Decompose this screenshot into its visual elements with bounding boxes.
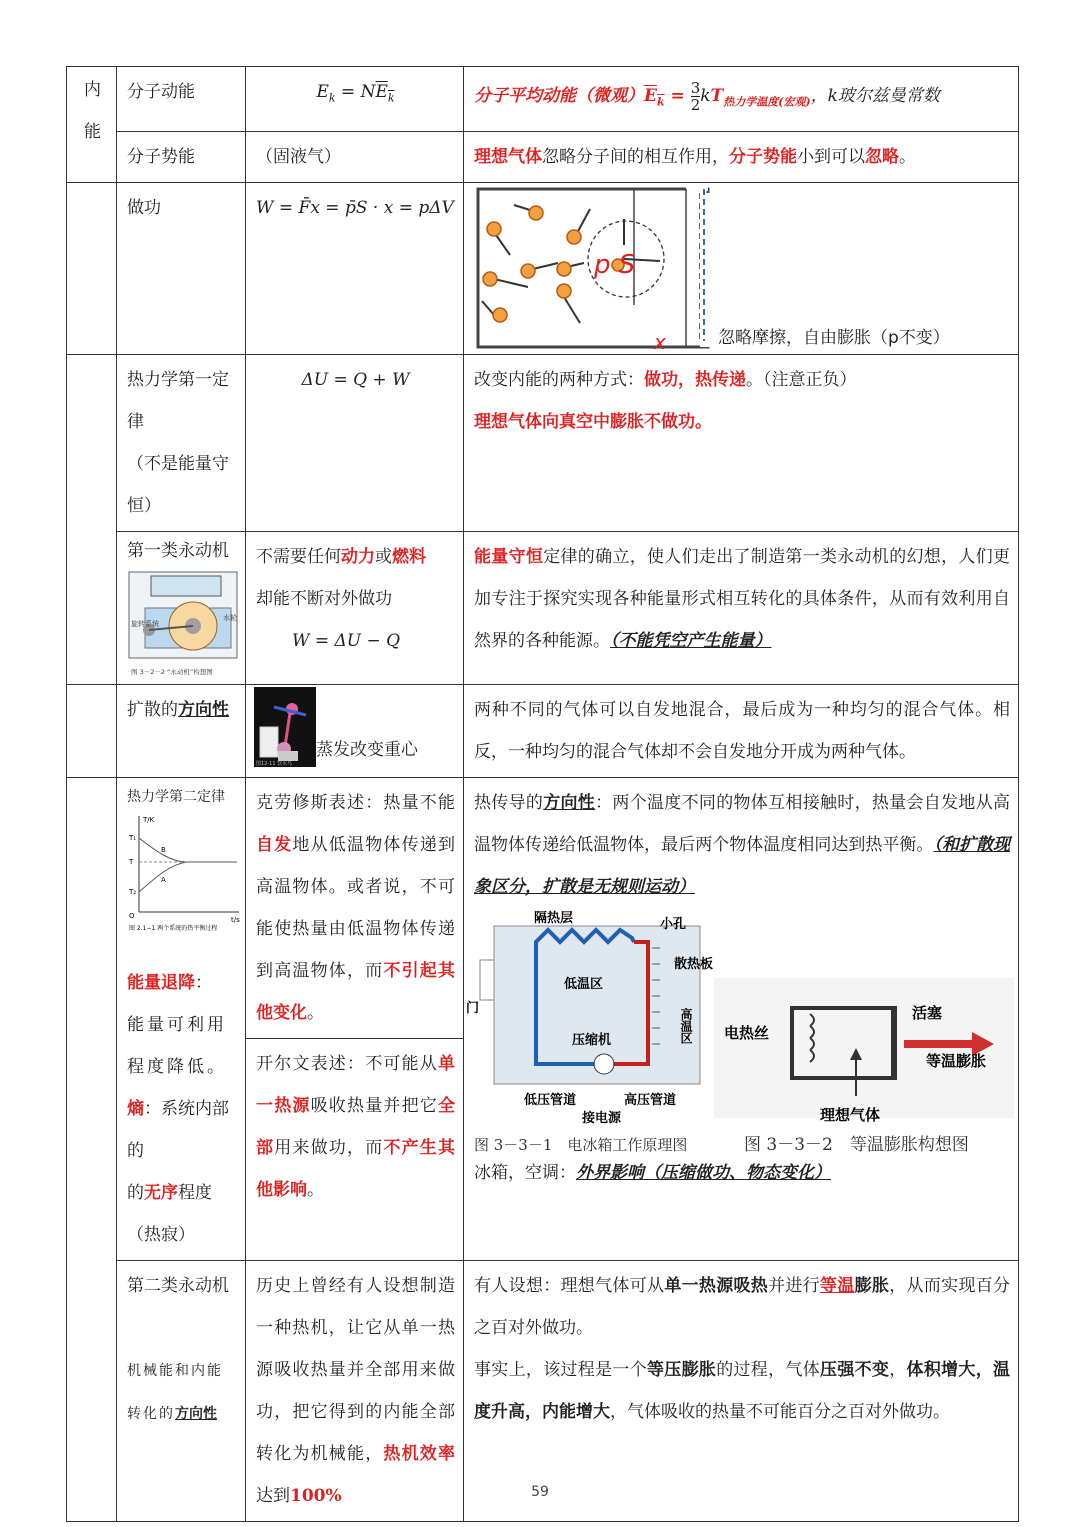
heat-death: （热寂） xyxy=(127,1225,195,1246)
row-label: 热力学第二定律 xyxy=(127,789,225,806)
row-molecular-kinetic xyxy=(67,67,1019,132)
row-label: 做功 xyxy=(127,198,161,219)
desc-text: 并进行 xyxy=(768,1276,821,1297)
label-cell xyxy=(117,132,246,183)
desc-text: 或 xyxy=(375,547,392,568)
boltzmann-text: ，k玻尔兹曼常数 xyxy=(810,86,940,106)
direction-bold: 方向性 xyxy=(543,793,596,814)
power-red: 动力 xyxy=(341,547,375,568)
radiator-label: 散热板 xyxy=(674,957,714,973)
direction-label: 方向性 xyxy=(175,1406,217,1423)
empty-cell xyxy=(67,778,117,1522)
desc-text: 却能不断对外做功 xyxy=(256,589,392,610)
diffusion-distinction: （和扩散现象区分，扩散是无规则运动） xyxy=(474,835,1011,898)
energy-conservation-red: 能量守恒 xyxy=(474,547,544,568)
energy-degradation-red: 能量退降 xyxy=(127,973,195,994)
desc-text: 达到 xyxy=(256,1486,290,1507)
row-label: 热力学第一定律 xyxy=(127,370,229,433)
efficiency-red: 热机效率 xyxy=(383,1444,456,1465)
drinking-bird-figure xyxy=(254,687,316,767)
formula-cell xyxy=(246,132,464,183)
notes-table xyxy=(66,66,1019,1522)
graph-caption: 图 2.1−1 两个系统的热平衡过程 xyxy=(129,925,218,933)
desc-text: 冰箱，空调： xyxy=(474,1163,576,1184)
row-label: 第一类永动机 xyxy=(127,541,229,562)
external-influence: 外界影响（压缩做功、物态变化） xyxy=(576,1163,831,1184)
fridge-caption: 图 3－3－1 电冰箱工作原理图 xyxy=(474,1136,688,1155)
desc-text: 。 xyxy=(307,1003,324,1024)
pS-label: p S xyxy=(594,250,636,281)
work-figure-cell xyxy=(464,183,1019,355)
kelvin-statement xyxy=(246,1039,463,1213)
potential-red: 分子势能 xyxy=(729,147,797,168)
disorder-red: 无序 xyxy=(144,1183,178,1204)
formula-cell xyxy=(246,183,464,355)
fig-caption: 图 3－2－2 “永动机”构想图 xyxy=(131,668,213,677)
desc-text: 忽略分子间的相互作用， xyxy=(542,147,729,168)
all-red: 全部 xyxy=(256,1096,456,1159)
desc-text: 有人设想：理想气体可从 xyxy=(474,1276,665,1297)
row-label: 第二类永动机 xyxy=(127,1276,229,1297)
gas-piston-figure xyxy=(464,183,1019,353)
concept-cell xyxy=(246,1261,464,1522)
x-label: x xyxy=(654,330,666,354)
row-label: 分子势能 xyxy=(127,147,195,168)
desc-text: 。 xyxy=(899,147,916,168)
label-cell xyxy=(117,183,246,355)
desc-text: 定律的确立，使人们走出了制造第一类永动机的幻想，人们更加专注于探究实现各种能量形式相互转化的具体条件，从而有效利用自然界的各种能源。 xyxy=(474,547,1011,652)
no-other-effect-red: 不产生其他影响 xyxy=(256,1138,456,1201)
hundred-percent-red: 100% xyxy=(290,1486,342,1507)
curve-b: B xyxy=(161,846,166,855)
isothermal-red: 等温 xyxy=(820,1276,855,1297)
desc-text: 用来做功，而 xyxy=(274,1138,384,1159)
low-temp-label: 低温区 xyxy=(564,977,604,993)
desc-text: 吸收热量并把它 xyxy=(310,1096,439,1117)
desc-cell xyxy=(464,1261,1019,1522)
desc-text: 小到可以 xyxy=(797,147,865,168)
curve-a: A xyxy=(161,876,166,885)
axis-x: t/s xyxy=(231,916,240,925)
heating-wire-label: 电热丝 xyxy=(724,1024,770,1043)
high-temp-label: 高温区 xyxy=(679,1008,693,1045)
origin: O xyxy=(129,912,135,921)
row-first-law xyxy=(67,355,1019,532)
desc-text: 。 xyxy=(307,1180,324,1201)
desc-text: ：系统内部的 xyxy=(127,1099,229,1162)
isobaric-bold: 等压膨胀 xyxy=(647,1360,717,1381)
t-tick: T xyxy=(129,858,134,867)
category-label: 内 能 xyxy=(84,80,101,142)
desc-text: 。（注意正负） xyxy=(746,370,857,391)
row-sublabel: （不是能量守恒） xyxy=(127,454,229,517)
diffusion-desc: 两种不同的气体可以自发地混合，最后成为一种均匀的混合气体。相反，一种均匀的混合气体却不会自发地分开成为两种气体。 xyxy=(474,700,1010,763)
desc-text: 克劳修斯表述：热量不能 xyxy=(256,793,455,814)
row-second-perpetual xyxy=(67,1261,1019,1522)
desc-text: ，气体吸收的热量不可能百分之百对外做功。 xyxy=(610,1402,950,1423)
evaporation-note: 蒸发改变重心 xyxy=(316,740,418,761)
row-label: 分子动能 xyxy=(127,82,195,102)
single-source-red: 单一热源 xyxy=(256,1054,455,1117)
single-source-bold: 单一热源吸热 xyxy=(664,1276,769,1297)
desc-text: 历史上曾经有人设想制造一种热机，让它从单一热源吸收热量并全部用来做功，把它得到的内能全部转化为机械能， xyxy=(256,1276,455,1465)
no-energy-from-nothing: （不能凭空产生能量） xyxy=(610,631,772,652)
door-label: 门 xyxy=(466,1001,480,1017)
expansion-bold: 膨胀 xyxy=(854,1276,890,1297)
formula-cell xyxy=(246,355,464,532)
desc-cell xyxy=(464,355,1019,532)
desc-text: 不需要任何 xyxy=(256,547,341,568)
free-expansion-note: 忽略摩擦，自由膨胀（p不变） xyxy=(718,328,950,349)
ideal-gas-red: 理想气体 xyxy=(474,147,542,168)
perpetual-machine-figure xyxy=(127,570,239,678)
compressor-label: 压缩机 xyxy=(572,1033,612,1049)
desc-cell xyxy=(464,132,1019,183)
fridge-and-isothermal-figure xyxy=(464,908,1019,1128)
category-internal-energy xyxy=(67,67,117,183)
row-molecular-potential xyxy=(67,132,1019,183)
figure-cell xyxy=(246,685,464,778)
first-law-formula: ΔU = Q + W xyxy=(301,370,410,391)
clausius-statement xyxy=(246,778,463,1039)
piston-label: 活塞 xyxy=(912,1004,943,1023)
ignore-red: 忽略 xyxy=(865,147,899,168)
iso-caption: 图 3－3－2 等温膨胀构想图 xyxy=(744,1135,969,1156)
conduction-text xyxy=(464,778,1018,908)
container xyxy=(478,189,708,347)
entropy-red: 熵 xyxy=(127,1099,144,1120)
desc-text: 开尔文表述：不可能从 xyxy=(256,1054,438,1075)
statements-cell xyxy=(246,778,464,1261)
heat-conduction-cell xyxy=(464,778,1019,1261)
row-work xyxy=(67,183,1019,355)
desc-text: ：两个温度不同的物体互相接触时，热量会自发地从高温物体传递给低温物体，最后两个物体温度相同达到热平衡。 xyxy=(474,793,1011,856)
fig-left-label: 旋转系统 xyxy=(131,620,159,629)
formula-cell xyxy=(246,67,464,132)
perpetual-formula: W = ΔU − Q xyxy=(292,631,401,652)
high-pipe-label: 高压管道 xyxy=(624,1093,677,1109)
fig-right-label: 水轮 xyxy=(223,614,237,623)
concept-cell xyxy=(246,532,464,685)
label-cell: 热力学第二定律 T/K t/s T₁ T T₂ O B A 图 2.1−1 两个系统的热平衡过程 能量退降： 能量可利用程度降低。 熵：系统内部的 的无序程度 （热寂） xyxy=(117,778,246,1261)
iso-expansion-label: 等温膨胀 xyxy=(926,1052,987,1071)
desc-text: 地从低温物体传递到高温物体。或者说，不可能使热量由低温物体传递到高温物体，而 xyxy=(256,835,456,982)
desc-text: 热传导的 xyxy=(474,793,544,814)
empty-cell xyxy=(67,685,117,778)
vacuum-expansion-red: 理想气体向真空中膨胀不做功。 xyxy=(474,412,712,433)
desc-text: 程度 xyxy=(178,1183,212,1204)
t1-tick: T₁ xyxy=(129,834,137,843)
fuel-red: 燃料 xyxy=(392,547,426,568)
formula-ek: $E_k = NE_k$ xyxy=(316,82,395,105)
desc-text: 改变内能的两种方式： xyxy=(474,370,644,391)
row-label: 扩散的 xyxy=(127,700,178,721)
ideal-gas-label: 理想气体 xyxy=(820,1106,881,1125)
no-other-change-red: 不引起其他变化 xyxy=(256,961,456,1024)
direction-label: 方向性 xyxy=(178,700,229,721)
t2-tick: T₂ xyxy=(129,888,137,897)
fig-caption: 图12-11 饮水鸟 xyxy=(256,761,293,768)
page-number: 59 xyxy=(531,1484,549,1500)
insulation-label: 隔热层 xyxy=(534,911,574,927)
desc-text: ： xyxy=(195,973,212,994)
thermo-temp-sub: 热力学温度(宏观) xyxy=(723,95,811,109)
label-cell xyxy=(117,1261,246,1522)
desc-cell xyxy=(464,67,1019,132)
hole-label: 小孔 xyxy=(660,917,687,933)
row-first-perpetual xyxy=(67,532,1019,685)
work-formula: W = F̄x = p̄S · x = pΔV xyxy=(256,198,454,219)
label-cell xyxy=(117,685,246,778)
row-diffusion xyxy=(67,685,1019,778)
desc-text: 事实上，该过程是一个 xyxy=(474,1360,647,1381)
pressure-const-bold: 压强不变 xyxy=(820,1360,890,1381)
label-cell xyxy=(117,532,246,685)
axis-y: T/K xyxy=(143,816,155,825)
label-cell xyxy=(117,67,246,132)
volume-temp-bold: 体积增大，温度升高，内能增大 xyxy=(474,1360,1011,1423)
desc-text: ，从而实现百分之百对外做功。 xyxy=(474,1276,1011,1339)
desc-cell xyxy=(464,685,1019,778)
spontaneous-red: 自发 xyxy=(256,835,293,856)
empty-cell xyxy=(67,355,117,685)
avg-ek-formula: $E_k$ = $\frac{3}{2}$ kT xyxy=(644,79,724,114)
empty-cell xyxy=(67,183,117,355)
row-sublabel: 机械能和内能转化的 xyxy=(127,1363,223,1423)
row-second-law xyxy=(67,778,1019,1261)
avg-kinetic-energy-text: 分子平均动能（微观） xyxy=(474,86,644,106)
desc-text: 能量可利用程度降低。 xyxy=(127,1015,227,1078)
states-text: （固液气） xyxy=(256,147,341,168)
two-ways-red: 做功，热传递 xyxy=(644,370,746,391)
figure-captions xyxy=(464,1128,1018,1158)
desc-text: 的过程，气体 xyxy=(716,1360,821,1381)
desc-text: ， xyxy=(889,1360,907,1381)
power-label: 接电源 xyxy=(582,1111,622,1127)
desc-cell xyxy=(464,532,1019,685)
thermal-equilibrium-graph xyxy=(127,812,243,932)
label-cell xyxy=(117,355,246,532)
low-pipe-label: 低压管道 xyxy=(524,1093,577,1109)
